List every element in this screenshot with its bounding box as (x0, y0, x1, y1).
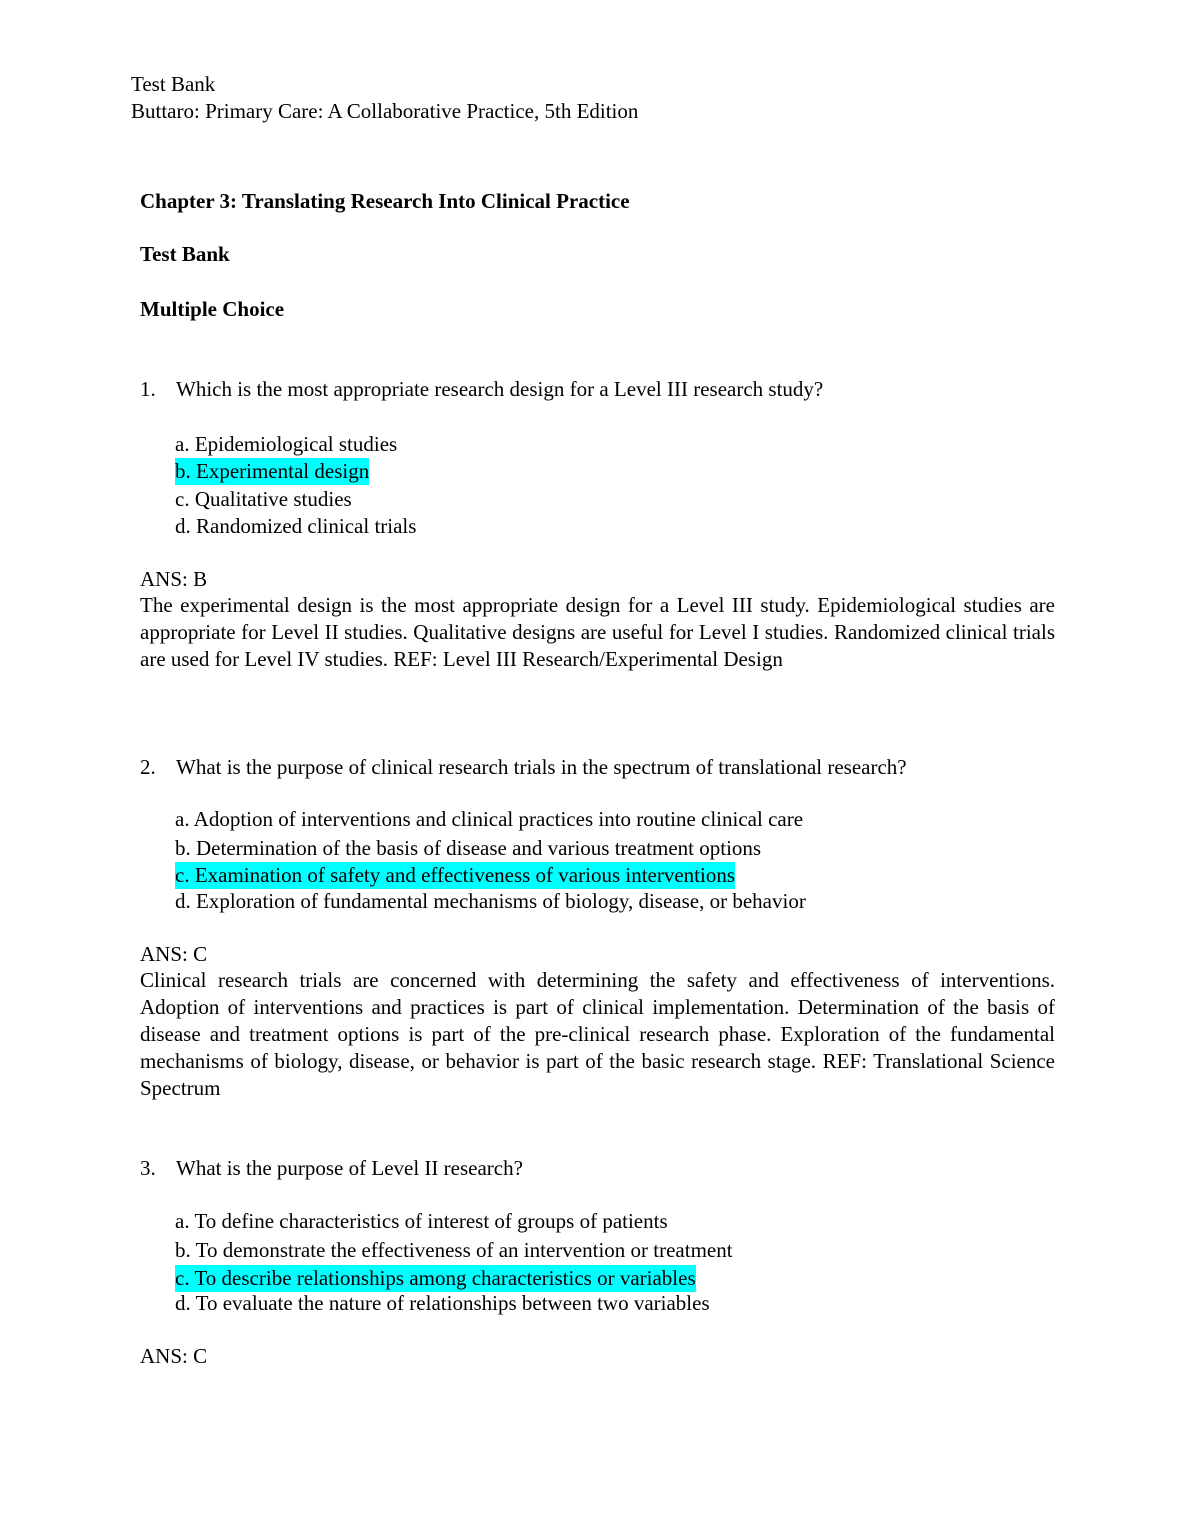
question-number: 2. (140, 755, 156, 779)
header-line-1: Test Bank (131, 72, 216, 96)
option-c-correct: c. Examination of safety and effectiveness of various interventions (175, 863, 736, 887)
rationale: Clinical research trials are concerned with determining the safety and effectiveness of interventions. Adoption of interventions and practices is part of clinical implementation. Determination of the basis of disease and treatment options is part of the pre-clinical research phase. Exploration of the fundamental mechanisms of biology, disease, or behavior is part of the basic research stage. REF: Translational Science Spectrum (140, 968, 1055, 1100)
answer-label: ANS: C (140, 942, 208, 966)
option-b: b. Determination of the basis of disease and various treatment options (175, 836, 762, 860)
question-number: 3. (140, 1156, 156, 1180)
answer-label: ANS: C (140, 1344, 208, 1368)
option-d: d. To evaluate the nature of relationships between two variables (175, 1291, 710, 1315)
rationale: The experimental design is the most appropriate design for a Level III study. Epidemiological studies are appropriate for Level II studies. Qualitative designs are useful for Level I studies. Randomized clinical trials are used for Level IV studies. REF: Level III Research/Experimental Design (140, 593, 1055, 671)
subsection-title: Multiple Choice (140, 297, 285, 321)
option-a: a. Adoption of interventions and clinical practices into routine clinical care (175, 807, 804, 831)
option-d: d. Exploration of fundamental mechanisms of biology, disease, or behavior (175, 889, 806, 913)
section-title: Test Bank (140, 242, 230, 266)
question-text: What is the purpose of clinical research trials in the spectrum of translational research? (176, 755, 907, 779)
answer-label: ANS: B (140, 567, 208, 591)
option-a: a. Epidemiological studies (175, 432, 398, 456)
question-number: 1. (140, 377, 156, 401)
option-c: c. Qualitative studies (175, 487, 352, 511)
option-b-correct: b. Experimental design (175, 459, 370, 483)
option-c-correct: c. To describe relationships among characteristics or variables (175, 1266, 696, 1290)
question-text: Which is the most appropriate research design for a Level III research study? (176, 377, 824, 401)
option-a: a. To define characteristics of interest of groups of patients (175, 1209, 668, 1233)
chapter-title: Chapter 3: Translating Research Into Clinical Practice (140, 189, 630, 213)
option-b: b. To demonstrate the effectiveness of an intervention or treatment (175, 1238, 733, 1262)
option-d: d. Randomized clinical trials (175, 514, 417, 538)
header-line-2: Buttaro: Primary Care: A Collaborative Practice, 5th Edition (131, 99, 639, 123)
question-text: What is the purpose of Level II research? (176, 1156, 523, 1180)
